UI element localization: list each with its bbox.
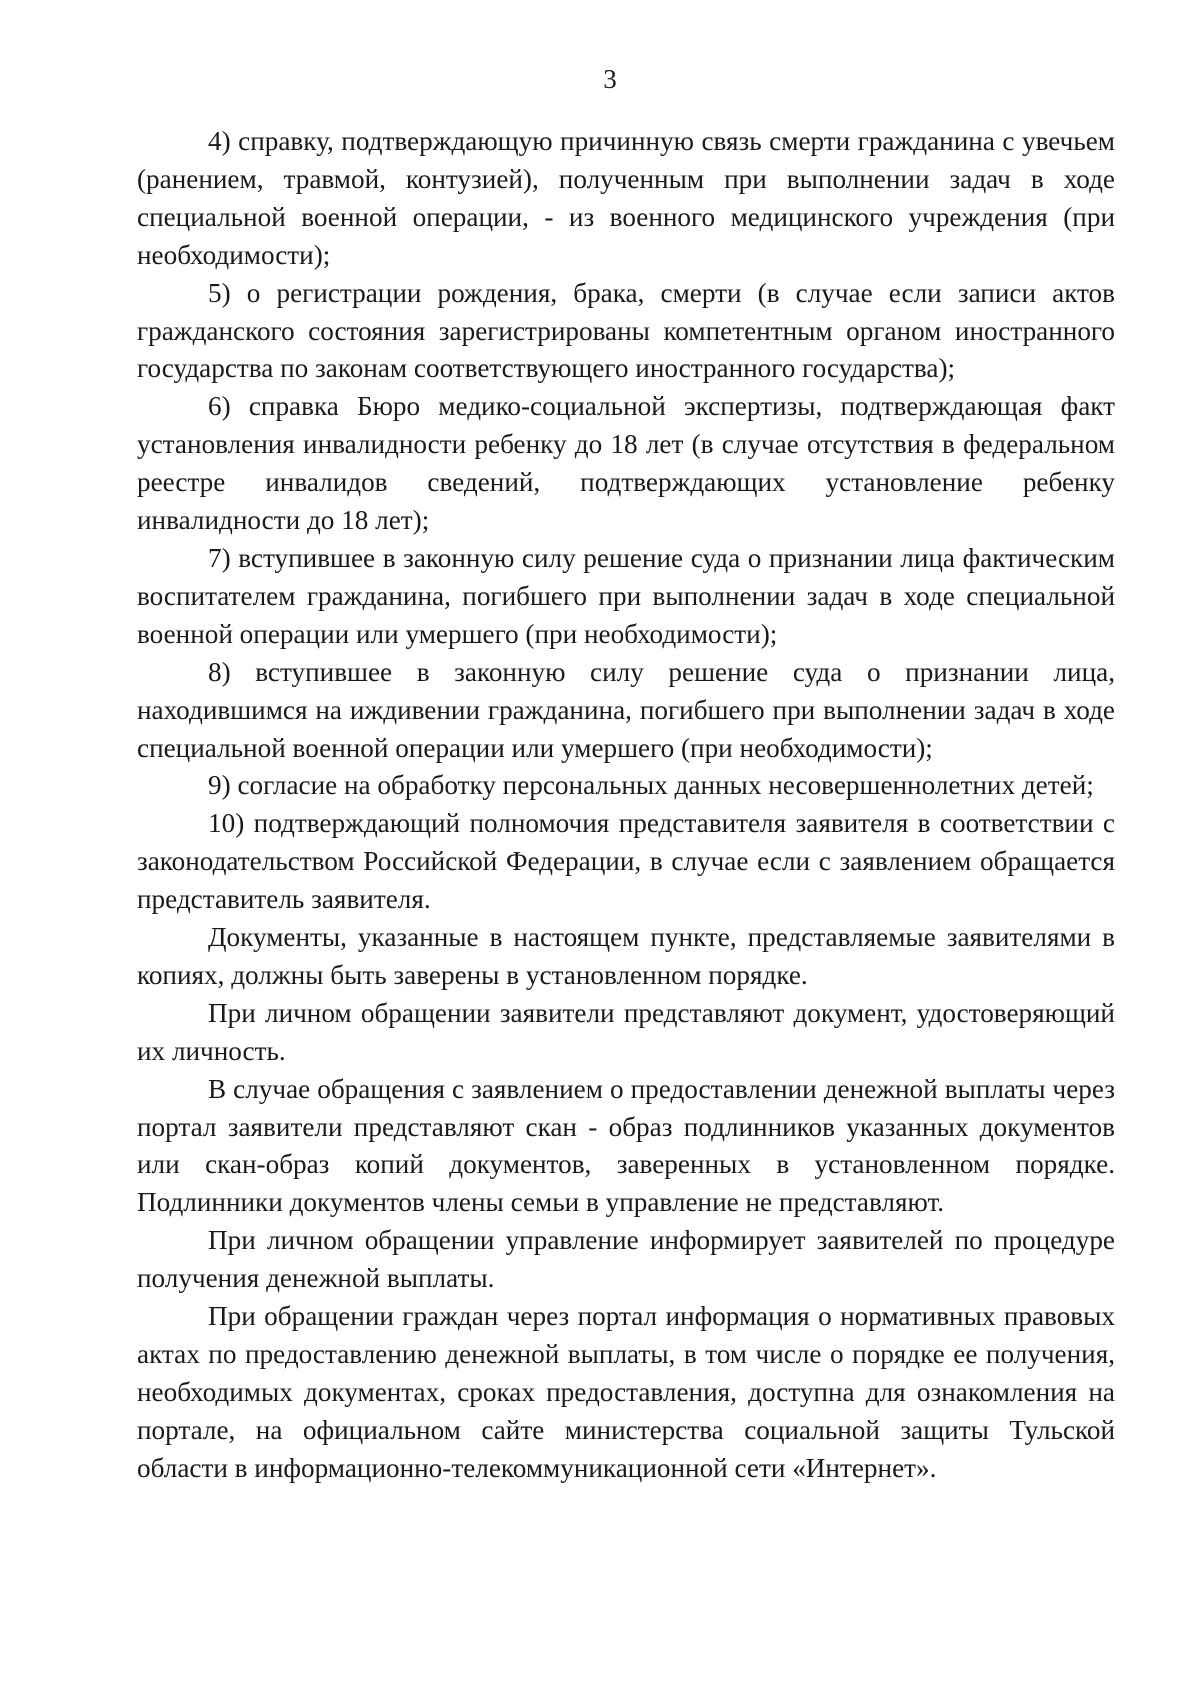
paragraph-item-7: 7) вступившее в законную силу решение суда о признании лица фактическим воспитателем гражданина, погибшего при выполнении задач в ходе специальной военной операции или умершего (при необходимости); [137,542,1115,649]
paragraph-item-6: 6) справка Бюро медико-социальной экспертизы, подтверждающая факт установления инвалидности ребенку до 18 лет (в случае отсутствия в федеральном реестре инвалидов сведений, подтверждающих установление ребенку инвалидности до 18 лет); [137,391,1115,536]
paragraph-certified-copies: Документы, указанные в настоящем пункте, представляемые заявителями в копиях, должны быть заверены в установленном порядке. [137,922,1115,990]
paragraph-item-9: 9) согласие на обработку персональных данных несовершеннолетних детей; [208,770,1094,801]
paragraph-procedure-info: При личном обращении управление информирует заявителей по процедуре получения денежной выплаты. [137,1225,1115,1294]
paragraph-item-5: 5) о регистрации рождения, брака, смерти (в случае если записи актов гражданского состояния зарегистрированы компетентным органом иностранного государства по законам соответствующего иностранного государства); [137,277,1115,384]
paragraph-portal-scans: В случае обращения с заявлением о предоставлении денежной выплаты через портал заявители представляют скан - образ подлинников указанных документов или скан-образ копий документов, заверенных в установленном порядке. Подлинники документов члены семьи в управление не представляют. [137,1073,1115,1218]
paragraph-personal-id: При личном обращении заявители представляют документ, удостоверяющий их личность. [137,997,1115,1066]
paragraph-item-8: 8) вступившее в законную силу решение суда о признании лица, находившимся на иждивении гражданина, погибшего при выполнении задач в ходе специальной военной операции или умершего (при необходимости); [137,656,1115,763]
paragraph-item-4: 4) справку, подтверждающую причинную связь смерти гражданина с увечьем (ранением, травмой, контузией), полученным при выполнении задач в ходе специальной военной операции, - из военного медицинского учреждения (при необходимости); [137,126,1115,270]
page-number: 3 [603,64,617,94]
paragraph-portal-info: При обращении граждан через портал информация о нормативных правовых актах по предоставлению денежной выплаты, в том числе о порядке ее получения, необходимых документах, сроках предоставления, доступна для ознакомления на портале, на официальном сайте министерства социальной защиты Тульской области в информационно-телекоммуникационной сети «Интернет». [137,1301,1115,1483]
paragraph-item-10: 10) подтверждающий полномочия представителя заявителя в соответствии с законодательством Российской Федерации, в случае если с заявлением обращается представитель заявителя. [137,808,1115,915]
document-body [137,123,1115,1488]
